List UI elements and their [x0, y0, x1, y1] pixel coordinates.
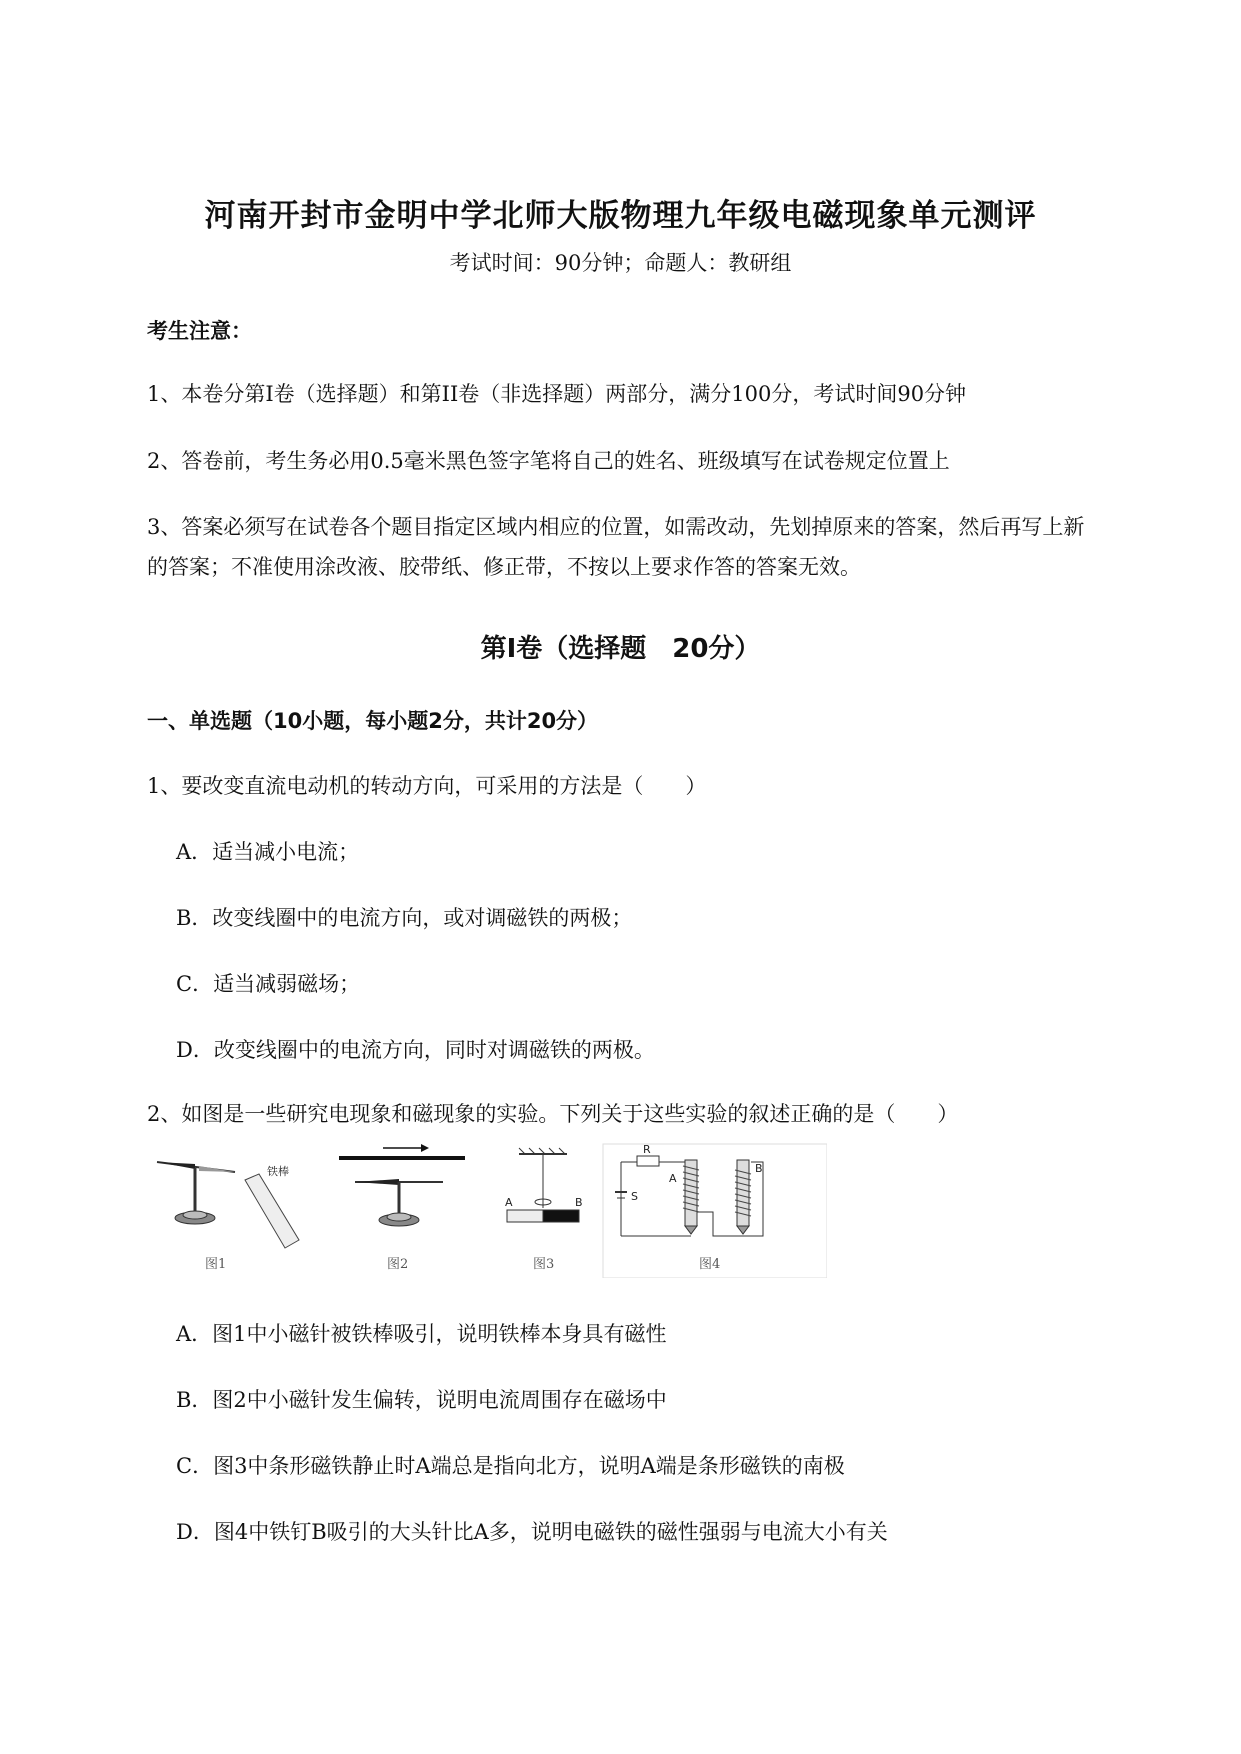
question-2-stem: 2、如图是一些研究电现象和磁现象的实验。下列关于这些实验的叙述正确的是（ ） [147, 1102, 959, 1126]
figure-1-label-iron-rod: 铁棒 [267, 1165, 289, 1178]
figure-4-label-r: R [643, 1143, 651, 1156]
notice-item-1: 1、本卷分第I卷（选择题）和第II卷（非选择题）两部分，满分100分，考试时间90分钟 [147, 382, 967, 406]
question-2-option-b: B．图2中小磁针发生偏转，说明电流周围存在磁场中 [176, 1388, 667, 1412]
figure-4-caption: 图4 [699, 1257, 721, 1272]
figure-2-caption: 图2 [387, 1257, 409, 1272]
figure-2-wire-above-compass [339, 1144, 465, 1272]
question-2-figure [147, 1140, 827, 1278]
figure-3-suspended-bar-magnet [505, 1148, 583, 1272]
exam-subtitle: 考试时间：90分钟；命题人：教研组 [449, 251, 792, 275]
figure-1-compass-and-iron-rod [157, 1162, 299, 1272]
question-2-option-a: A．图1中小磁针被铁棒吸引，说明铁棒本身具有磁性 [176, 1322, 667, 1346]
question-2-option-d: D．图4中铁钉B吸引的大头针比A多，说明电磁铁的磁性强弱与电流大小有关 [176, 1520, 888, 1544]
figure-3-label-a: A [505, 1196, 513, 1209]
part-heading: 一、单选题（10小题，每小题2分，共计20分） [147, 709, 599, 733]
notice-item-3-continued: 的答案；不准使用涂改液、胶带纸、修正带，不按以上要求作答的答案无效。 [147, 555, 861, 579]
figure-4-electromagnet-circuit [603, 1143, 827, 1278]
question-1-option-d: D．改变线圈中的电流方向，同时对调磁铁的两极。 [176, 1038, 655, 1062]
question-1-option-c: C．适当减弱磁场； [176, 972, 361, 996]
question-1-option-a: A．适当减小电流； [176, 840, 360, 864]
figure-3-label-b: B [575, 1196, 583, 1209]
question-1-stem: 1、要改变直流电动机的转动方向，可采用的方法是（ ） [147, 774, 707, 798]
question-2-option-c: C．图3中条形磁铁静止时A端总是指向北方，说明A端是条形磁铁的南极 [176, 1454, 845, 1478]
notice-item-3: 3、答案必须写在试卷各个题目指定区域内相应的位置，如需改动，先划掉原来的答案，然后再写上新 [147, 515, 1085, 539]
figure-4-label-s: S [631, 1190, 638, 1203]
question-1-option-b: B．改变线圈中的电流方向，或对调磁铁的两极； [176, 906, 633, 930]
figure-3-caption: 图3 [533, 1257, 555, 1272]
figure-1-caption: 图1 [205, 1257, 227, 1272]
figure-4-label-a: A [669, 1172, 677, 1185]
section-title: 第I卷（选择题 20分） [480, 634, 761, 664]
notice-item-2: 2、答卷前，考生务必用0.5毫米黑色签字笔将自己的姓名、班级填写在试卷规定位置上 [147, 449, 950, 473]
exam-title: 河南开封市金明中学北师大版物理九年级电磁现象单元测评 [204, 198, 1037, 234]
notice-heading: 考生注意： [147, 319, 252, 343]
figure-4-label-b: B [755, 1162, 763, 1175]
